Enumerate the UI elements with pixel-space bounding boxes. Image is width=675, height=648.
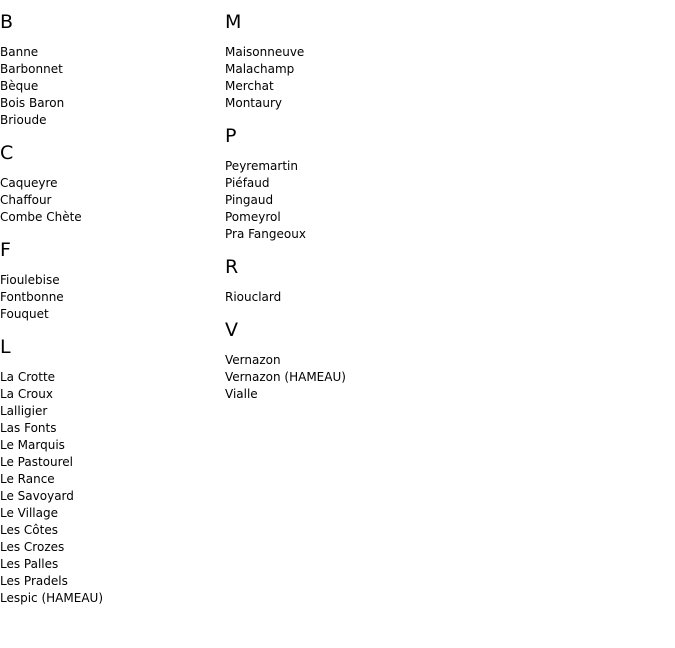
section-letter-heading: L xyxy=(0,336,11,358)
list-item xyxy=(0,192,220,209)
place-link[interactable]: Le Marquis xyxy=(0,438,65,452)
place-link[interactable]: Malachamp xyxy=(225,62,295,76)
place-link[interactable]: Brioude xyxy=(0,113,47,127)
place-link[interactable]: Les Palles xyxy=(0,557,59,571)
list-item xyxy=(225,78,445,95)
list-item xyxy=(0,272,220,289)
place-link[interactable]: Vialle xyxy=(225,387,258,401)
list-item xyxy=(225,226,445,243)
place-link[interactable]: Le Rance xyxy=(0,472,55,486)
list-item xyxy=(0,386,220,403)
index-section-p xyxy=(225,124,445,243)
list-item xyxy=(0,175,220,192)
list-item xyxy=(0,403,220,420)
place-link[interactable]: Vernazon xyxy=(225,353,281,367)
list-item xyxy=(225,175,445,192)
place-link[interactable]: Les Crozes xyxy=(0,540,65,554)
list-item xyxy=(0,369,220,386)
place-link[interactable]: Les Côtes xyxy=(0,523,58,537)
list-item xyxy=(225,352,445,369)
place-link[interactable]: Le Savoyard xyxy=(0,489,74,503)
place-link[interactable]: Le Pastourel xyxy=(0,455,74,469)
list-item xyxy=(225,289,445,306)
list-item xyxy=(0,420,220,437)
section-letter-heading: V xyxy=(225,319,238,341)
place-list xyxy=(0,369,220,607)
index-section-b xyxy=(0,10,220,129)
index-section-c xyxy=(0,141,220,226)
section-letter-heading: B xyxy=(0,11,14,33)
place-list xyxy=(225,289,445,306)
place-list xyxy=(0,272,220,323)
left-column xyxy=(0,10,220,619)
list-item xyxy=(0,454,220,471)
place-link[interactable]: Fioulebise xyxy=(0,273,60,287)
place-list xyxy=(0,44,220,129)
place-link[interactable]: Riouclard xyxy=(225,290,282,304)
place-link[interactable]: La Crotte xyxy=(0,370,56,384)
place-link[interactable]: Peyremartin xyxy=(225,159,298,173)
place-list xyxy=(225,44,445,112)
place-link[interactable]: Lespic (HAMEAU) xyxy=(0,591,103,605)
place-link[interactable]: Pra Fangeoux xyxy=(225,227,306,241)
list-item xyxy=(225,192,445,209)
place-link[interactable]: La Croux xyxy=(0,387,53,401)
list-item xyxy=(0,488,220,505)
list-item xyxy=(0,437,220,454)
list-item xyxy=(0,590,220,607)
place-link[interactable]: Piéfaud xyxy=(225,176,270,190)
section-letter-heading: R xyxy=(225,256,239,278)
list-item xyxy=(0,505,220,522)
list-item xyxy=(0,78,220,95)
list-item xyxy=(0,95,220,112)
place-link[interactable]: Pomeyrol xyxy=(225,210,281,224)
list-item xyxy=(225,386,445,403)
place-link[interactable]: Bois Baron xyxy=(0,96,65,110)
section-letter-heading: P xyxy=(225,125,237,147)
place-link[interactable]: Combe Chète xyxy=(0,210,82,224)
place-link[interactable]: Fouquet xyxy=(0,307,49,321)
place-list xyxy=(225,352,445,403)
list-item xyxy=(225,44,445,61)
index-section-r xyxy=(225,255,445,306)
list-item xyxy=(0,306,220,323)
section-letter-heading: F xyxy=(0,239,11,261)
list-item xyxy=(0,209,220,226)
list-item xyxy=(0,471,220,488)
place-list xyxy=(0,175,220,226)
list-item xyxy=(0,112,220,129)
list-item xyxy=(225,95,445,112)
list-item xyxy=(225,369,445,386)
place-link[interactable]: Vernazon (HAMEAU) xyxy=(225,370,346,384)
place-link[interactable]: Les Pradels xyxy=(0,574,68,588)
place-link[interactable]: Barbonnet xyxy=(0,62,63,76)
place-list xyxy=(225,158,445,243)
place-link[interactable]: Banne xyxy=(0,45,39,59)
list-item xyxy=(0,61,220,78)
list-item xyxy=(0,44,220,61)
right-column xyxy=(225,10,445,415)
place-link[interactable]: Merchat xyxy=(225,79,274,93)
place-link[interactable]: Le Village xyxy=(0,506,58,520)
list-item xyxy=(225,158,445,175)
list-item xyxy=(0,539,220,556)
list-item xyxy=(0,556,220,573)
place-link[interactable]: Montaury xyxy=(225,96,282,110)
place-link[interactable]: Chaffour xyxy=(0,193,52,207)
place-link[interactable]: Maisonneuve xyxy=(225,45,305,59)
section-letter-heading: M xyxy=(225,11,242,33)
place-link[interactable]: Las Fonts xyxy=(0,421,57,435)
index-section-v xyxy=(225,318,445,403)
place-link[interactable]: Caqueyre xyxy=(0,176,58,190)
index-section-m xyxy=(225,10,445,112)
index-section-f xyxy=(0,238,220,323)
place-link[interactable]: Fontbonne xyxy=(0,290,64,304)
place-link[interactable]: Lalligier xyxy=(0,404,48,418)
list-item xyxy=(0,573,220,590)
list-item xyxy=(225,61,445,78)
place-link[interactable]: Bèque xyxy=(0,79,39,93)
list-item xyxy=(225,209,445,226)
list-item xyxy=(0,522,220,539)
section-letter-heading: C xyxy=(0,142,14,164)
index-section-l xyxy=(0,335,220,607)
place-link[interactable]: Pingaud xyxy=(225,193,274,207)
list-item xyxy=(0,289,220,306)
